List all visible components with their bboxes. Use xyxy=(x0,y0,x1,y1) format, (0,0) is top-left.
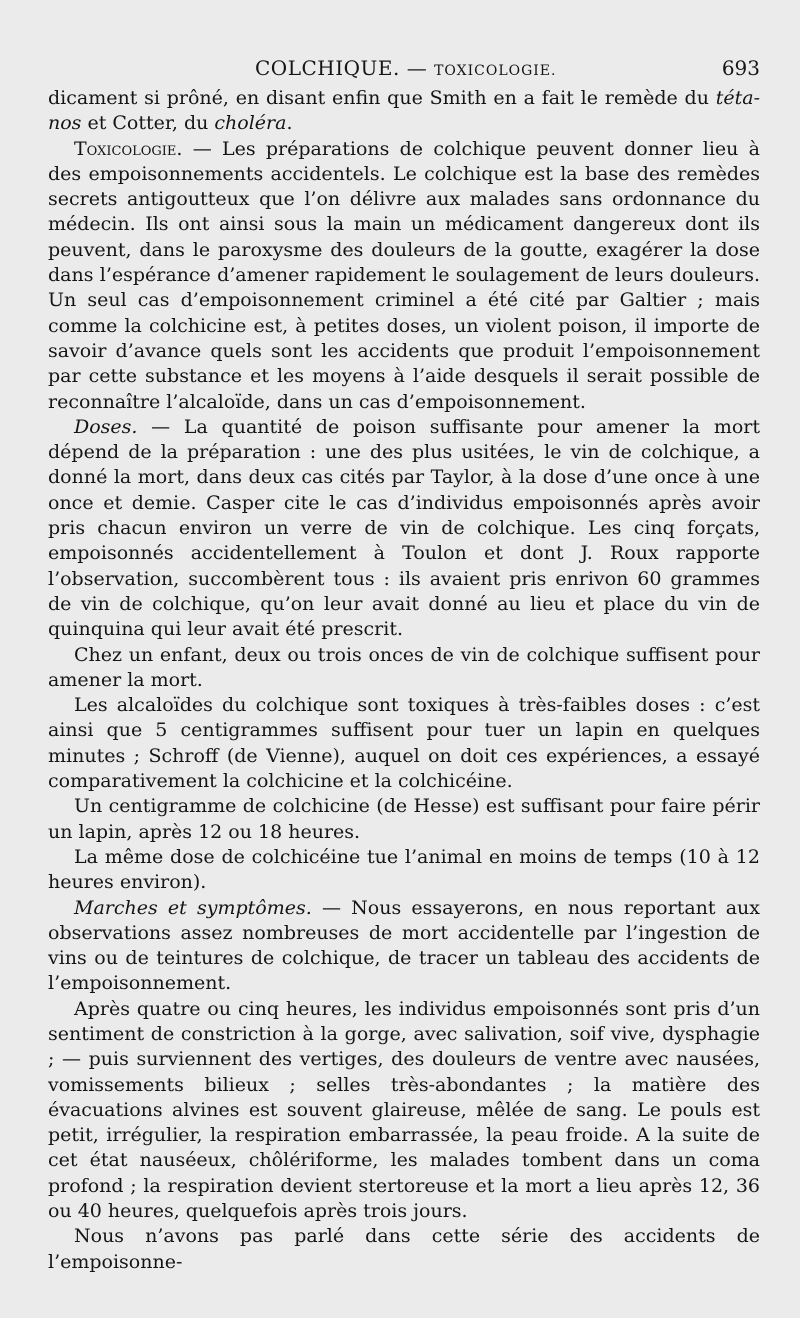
section-title: TOXICOLOGIE. xyxy=(434,63,557,79)
italic-text: téta-nos xyxy=(48,87,760,135)
text-run: Chez un enfant, deux ou trois onces de vin de colchique suffisent pour amener la mort. xyxy=(48,643,760,691)
text-run: — La quantité de poison suffisante pour amener la mort dépend de la préparation : une des plus usitées, le vin de colchique, a donné la mort, dans deux cas cités par Taylor, à la dose d’une once à une once et demie. Casper cite le cas d’individus empoisonnés après avoir pris chacun environ un verre de vin de colchique. Les cinq forçats, empoisonnés accidentellement à Toulon et dont J. Roux rapporte l’observation, succombèrent tous : ils avaient pris enrivon 60 grammes de vin de colchique, qu’on leur avait donné au lieu et place du vin de quinquina qui leur avait été prescrit. xyxy=(48,415,760,641)
text-run: et Cotter, du xyxy=(81,112,215,135)
paragraph xyxy=(48,643,760,694)
text-run: — Nous essayerons, en nous reportant aux observations assez nombreuses de mort accidentelle par l’ingestion de vins ou de teintures de colchique, de tracer un tableau des accidents de l’empoisonnement. xyxy=(48,896,760,995)
text-run: Après quatre ou cinq heures, les individus empoisonnés sont pris d’un sentiment de constriction à la gorge, avec salivation, soif vive, dysphagie ; — puis surviennent des vertiges, des douleurs de ventre avec nausées, vomissements bilieux ; selles très-abondantes ; la matière des évacuations alvines est souvent glaireuse, mêlée de sang. Le pouls est petit, irrégulier, la respiration embarrassée, la peau froide. A la suite de cet état nauséeux, chôlériforme, les malades tombent dans un coma profond ; la respiration devient stertoreuse et la mort a lieu après 12, 36 ou 40 heures, quelquefois après trois jours. xyxy=(48,997,760,1223)
paragraph xyxy=(48,415,760,643)
header-dash: — xyxy=(406,56,428,80)
text-run: . xyxy=(286,112,293,135)
body-text xyxy=(48,86,760,1275)
running-title xyxy=(255,56,556,80)
paragraph xyxy=(48,997,760,1225)
paragraph xyxy=(48,794,760,845)
italic-text: choléra xyxy=(214,112,287,135)
text-run: — Les préparations de colchique peuvent donner lieu à des empoisonnements accidentels. Le colchique est la base des remèdes secrets antigoutteux que l’on délivre aux malades sans ordonnance du médecin. Ils ont ainsi sous la main un médicament dangereux dont ils peuvent, dans le paroxysme des douleurs de la goutte, exagérer la dose dans l’espérance d’amener rapidement le soulagement de leurs douleurs. Un seul cas d’empoisonnement criminel a été cité par Galtier ; mais comme la colchicine est, à petites doses, un violent poison, il importe de savoir d’avance quels sont les accidents que produit l’empoisonnement par cette substance et les moyens à l’aide desquels il serait possible de reconnaître l’alcaloïde, dans un cas d’empoisonnement. xyxy=(48,137,760,413)
italic-text: Doses. xyxy=(74,415,138,438)
text-run: dicament si prôné, en disant enfin que Smith en a fait le remède du xyxy=(48,87,716,109)
running-head xyxy=(48,52,760,86)
paragraph xyxy=(48,1224,760,1275)
page-number: 693 xyxy=(721,56,760,80)
text-run: Nous n’avons pas parlé dans cette série des accidents de l’empoisonne- xyxy=(48,1225,760,1273)
italic-text: Marches et symptômes. xyxy=(74,896,312,919)
paragraph xyxy=(48,693,760,794)
text-run: Les alcaloïdes du colchique sont toxiques à très-faibles doses : c’est ainsi que 5 centigrammes suffisent pour tuer un lapin en quelques minutes ; Schroff (de Vienne), auquel on doit ces expériences, a essayé comparativement la colchicine et la colchicéine. xyxy=(48,694,760,793)
text-run: Un centigramme de colchicine (de Hesse) est suffisant pour faire périr un lapin, après 12 ou 18 heures. xyxy=(48,795,760,843)
text-run: La même dose de colchicéine tue l’animal en moins de temps (10 à 12 heures environ). xyxy=(48,845,760,894)
paragraph xyxy=(48,845,760,896)
paragraph xyxy=(48,896,760,997)
section-heading: Toxicologie. xyxy=(74,137,183,160)
chapter-title: COLCHIQUE. xyxy=(255,56,400,80)
paragraph xyxy=(48,86,760,137)
paragraph xyxy=(48,137,760,415)
